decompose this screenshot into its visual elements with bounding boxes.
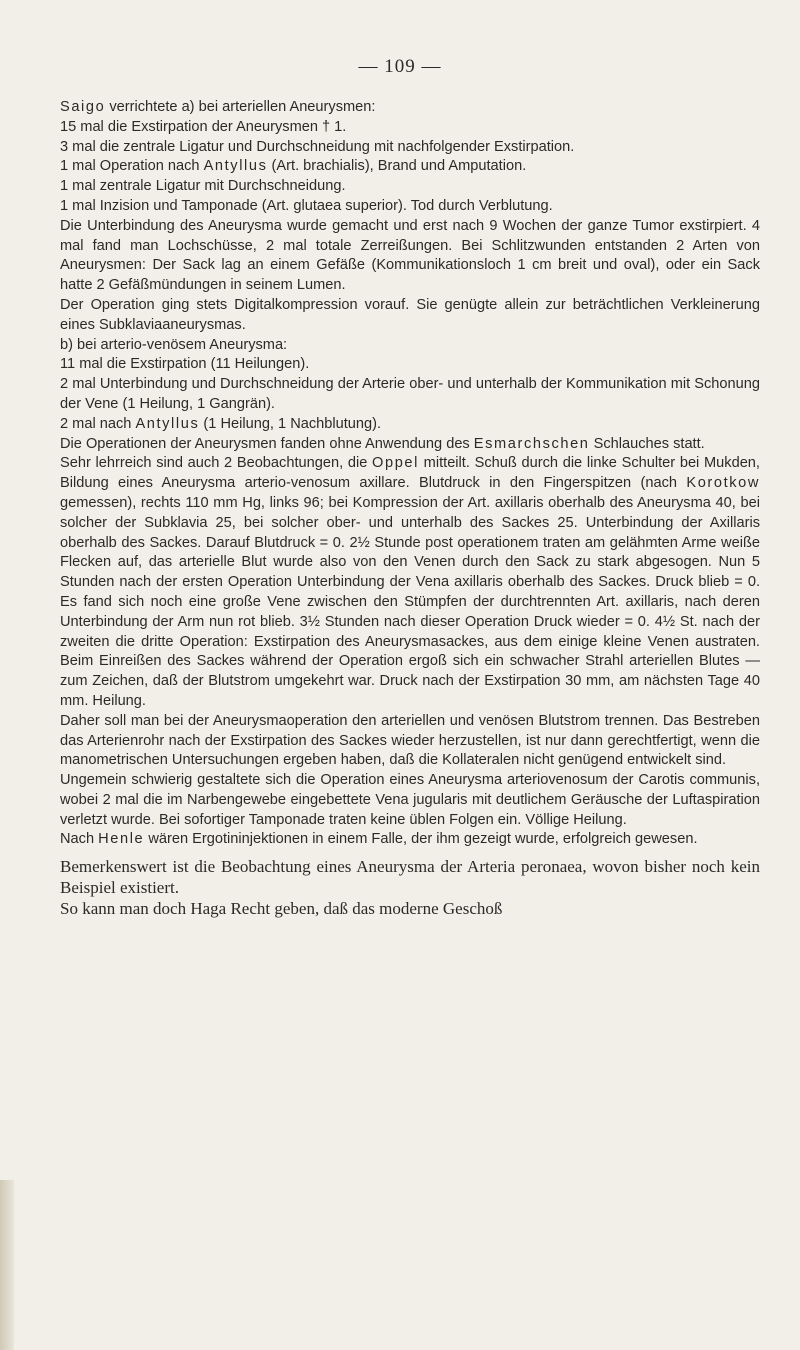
line-saigo: Saigo verrichtete a) bei arteriellen Aneurysmen: bbox=[60, 99, 376, 115]
list-item: 2 mal nach Antyllus (1 Heilung, 1 Nachblutung). bbox=[60, 415, 382, 432]
paragraph: Daher soll man bei der Aneurysmaoperation den arteriellen und venösen Blutstrom trennen. Das Bestreben das Arterienrohr nach der Exstirpation des Sackes wieder herzustellen, ist nur dann gerechtfertigt, wenn die manometrischen Untersuchungen ergeben haben, daß die Kollateralen nicht genügend entwickelt sind. bbox=[60, 712, 760, 769]
author-name: Saigo bbox=[60, 99, 106, 115]
author-name: Oppel bbox=[372, 455, 419, 472]
author-name: Antyllus bbox=[135, 415, 200, 432]
author-name: Antyllus bbox=[203, 158, 268, 175]
paragraph: Die Operationen der Aneurysmen fanden ohne Anwendung des Esmarchschen Schlauches statt. bbox=[60, 435, 705, 452]
paragraph: Der Operation ging stets Digitalkompression vorauf. Sie genügte allein zur beträchtlichen Verkleinerung eines Subklaviaaneurysmas. bbox=[60, 296, 760, 333]
author-name: Henle bbox=[98, 831, 145, 848]
list-item: 1 mal Operation nach Antyllus (Art. brachialis), Brand und Amputation. bbox=[60, 158, 527, 175]
author-name: Korotkow bbox=[686, 475, 760, 492]
paragraph: Sehr lehrreich sind auch 2 Beobachtungen, die Oppel mitteilt. Schuß durch die linke Schulter bei Mukden, Bildung eines Aneurysma arterio-venosum axillare. Blutdruck in den Fingerspitzen (nach Korotkow gemessen), rechts 110 mm Hg, links 96; bei Kompression der Art. axillaris oberhalb des Aneurysma 40, bei solcher der Subklavia 25, bei solcher ober- und unterhalb des Sackes 25. Unterbindung der Axillaris oberhalb des Sackes. Darauf Blutdruck = 0. 2½ Stunde post operationem traten am gelähmten Arme weiße Flecken auf, das arterielle Blut wurde also von den Venen durch den Sack zu stark abgesogen. Nun 5 Stunden nach der ersten Operation Unterbindung der Vena axillaris oberhalb des Sackes. Druck blieb = 0. Es fand sich noch eine große Vene zwischen den Stümpfen der durchtrennten Art. axillaris, nach deren Unterbindung der Arm nun rot blieb. 3½ Stunden nach dieser Operation Druck wieder = 0. 4½ St. nach der zweiten die dritte Operation: Exstirpation des Aneurysmasackes, aus dem einige kleine Venen austraten. Beim Einreißen des Sackes während der Operation ergoß sich ein schwacher Strahl arteriellen Blutes — zum Zeichen, daß der Blutstrom umgekehrt war. Druck nach der Exstirpation 30 mm, am nächsten Tage 40 mm. Heilung. bbox=[60, 455, 760, 709]
paragraph: Ungemein schwierig gestaltete sich die Operation eines Aneurysma arteriovenosum der Carotis communis, wobei 2 mal die im Narbengewebe eingebettete Vena jugularis mit deutlichem Geräusche der Luftaspiration verletzt wurde. Bei sofortiger Tamponade traten keine üblen Folgen ein. Völlige Heilung. bbox=[60, 772, 760, 828]
paragraph: Die Unterbindung des Aneurysma wurde gemacht und erst nach 9 Wochen der ganze Tumor exstirpiert. 4 mal fand man Lochschüsse, 2 mal totale Zerreißungen. Bei Schlitzwunden entstanden 2 Arten von Aneurysmen: Der Sack lag an einem Gefäße (Kommunikationsloch 1 cm breit und oval), oder ein Sack hatte 2 Gefäßmündungen in seinem Lumen. bbox=[60, 217, 760, 294]
list-item: 11 mal die Exstirpation (11 Heilungen). bbox=[60, 356, 310, 373]
page-number: — 109 — bbox=[358, 56, 442, 77]
list-item: 3 mal die zentrale Ligatur und Durchschneidung mit nachfolgender Exstirpation. bbox=[60, 138, 575, 155]
list-item: 1 mal Inzision und Tamponade (Art. glutaea superior). Tod durch Verblutung. bbox=[60, 197, 553, 214]
author-name: Haga bbox=[190, 899, 227, 919]
author-name: Esmarchschen bbox=[473, 435, 590, 452]
page-body bbox=[60, 98, 760, 919]
list-item: b) bei arterio-venösem Aneurysma: bbox=[60, 336, 288, 353]
list-item: 2 mal Unterbindung und Durchschneidung der Arterie ober- und unterhalb der Kommunikation mit Schonung der Vene (1 Heilung, 1 Gangrän). bbox=[60, 376, 760, 412]
paragraph: Nach Henle wären Ergotininjektionen in einem Falle, der ihm gezeigt wurde, erfolgreich gewesen. bbox=[60, 831, 698, 848]
closing-paragraph: So kann man doch Haga Recht geben, daß das moderne Geschoß bbox=[60, 899, 503, 919]
list-item: 1 mal zentrale Ligatur mit Durchschneidung. bbox=[60, 178, 346, 195]
page-gutter-shadow bbox=[0, 1180, 14, 1350]
list-item: 15 mal die Exstirpation der Aneurysmen † 1. bbox=[60, 118, 347, 135]
closing-paragraph: Bemerkenswert ist die Beobachtung eines Aneurysma der Arteria peronaea, wovon bisher noch kein Beispiel existiert. bbox=[60, 857, 760, 898]
